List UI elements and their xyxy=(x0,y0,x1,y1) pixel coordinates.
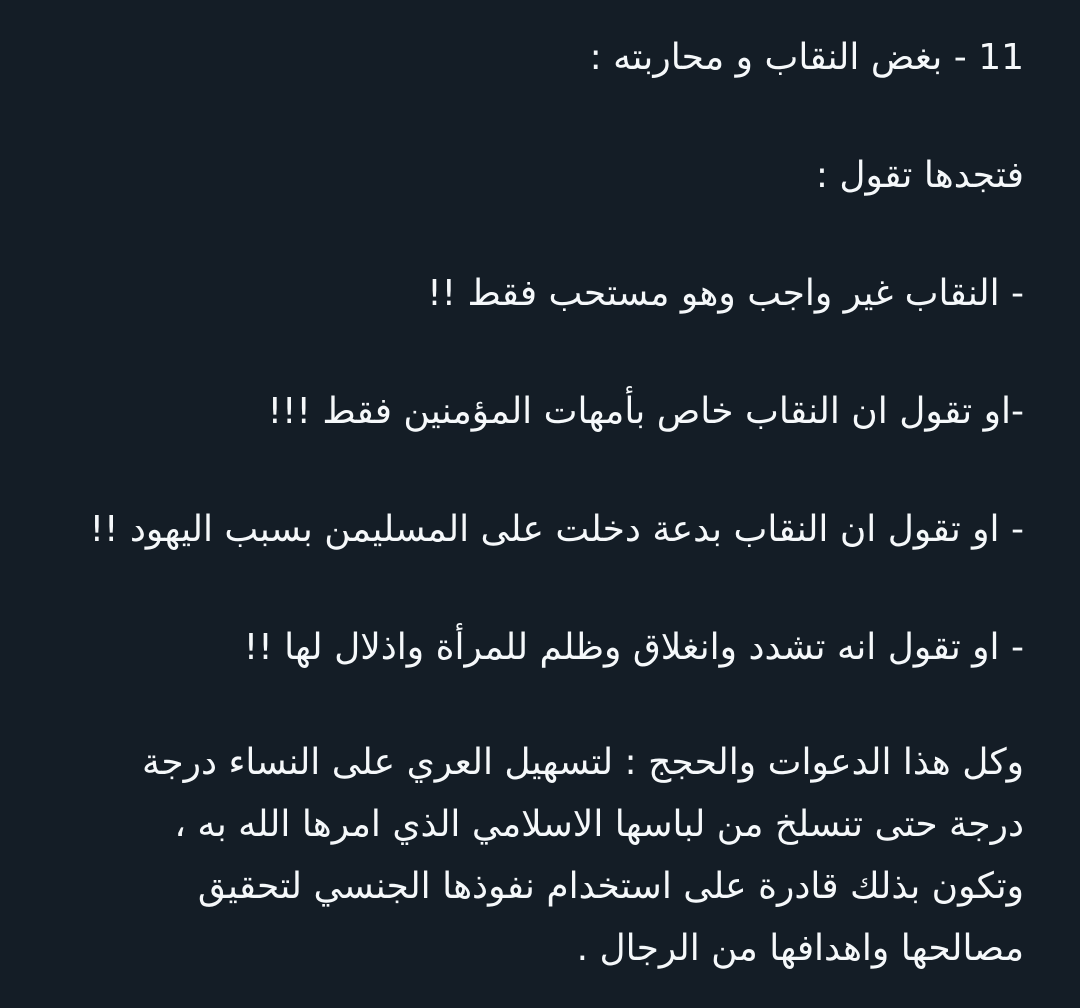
spacer xyxy=(30,82,1024,152)
spacer xyxy=(30,200,1024,270)
spacer xyxy=(30,318,1024,388)
post-heading: 11 - بغض النقاب و محاربته : xyxy=(589,37,1024,78)
post-item: - او تقول انه تشدد وانغلاق وظلم للمرأة واذلال لها !! xyxy=(243,627,1024,668)
post-item: -او تقول ان النقاب خاص بأمهات المؤمنين فقط !!! xyxy=(267,391,1024,432)
spacer xyxy=(30,672,1024,732)
post-conclusion xyxy=(30,732,1024,980)
post-intro: فتجدها تقول : xyxy=(815,155,1024,196)
post-item: - او تقول ان النقاب بدعة دخلت على المسليمن بسبب اليهود !! xyxy=(89,509,1024,550)
post-item: - النقاب غير واجب وهو مستحب فقط !! xyxy=(427,273,1024,314)
conclusion-line: درجة حتى تنسلخ من لباسها الاسلامي الذي امرها الله به ، xyxy=(174,804,1024,845)
conclusion-line: وكل هذا الدعوات والحجج : لتسهيل العري على النساء درجة xyxy=(142,742,1024,783)
spacer xyxy=(30,436,1024,506)
spacer xyxy=(30,554,1024,624)
conclusion-line: وتكون بذلك قادرة على استخدام نفوذها الجنسي لتحقيق xyxy=(197,866,1024,907)
conclusion-line: مصالحها واهدافها من الرجال . xyxy=(576,928,1024,969)
